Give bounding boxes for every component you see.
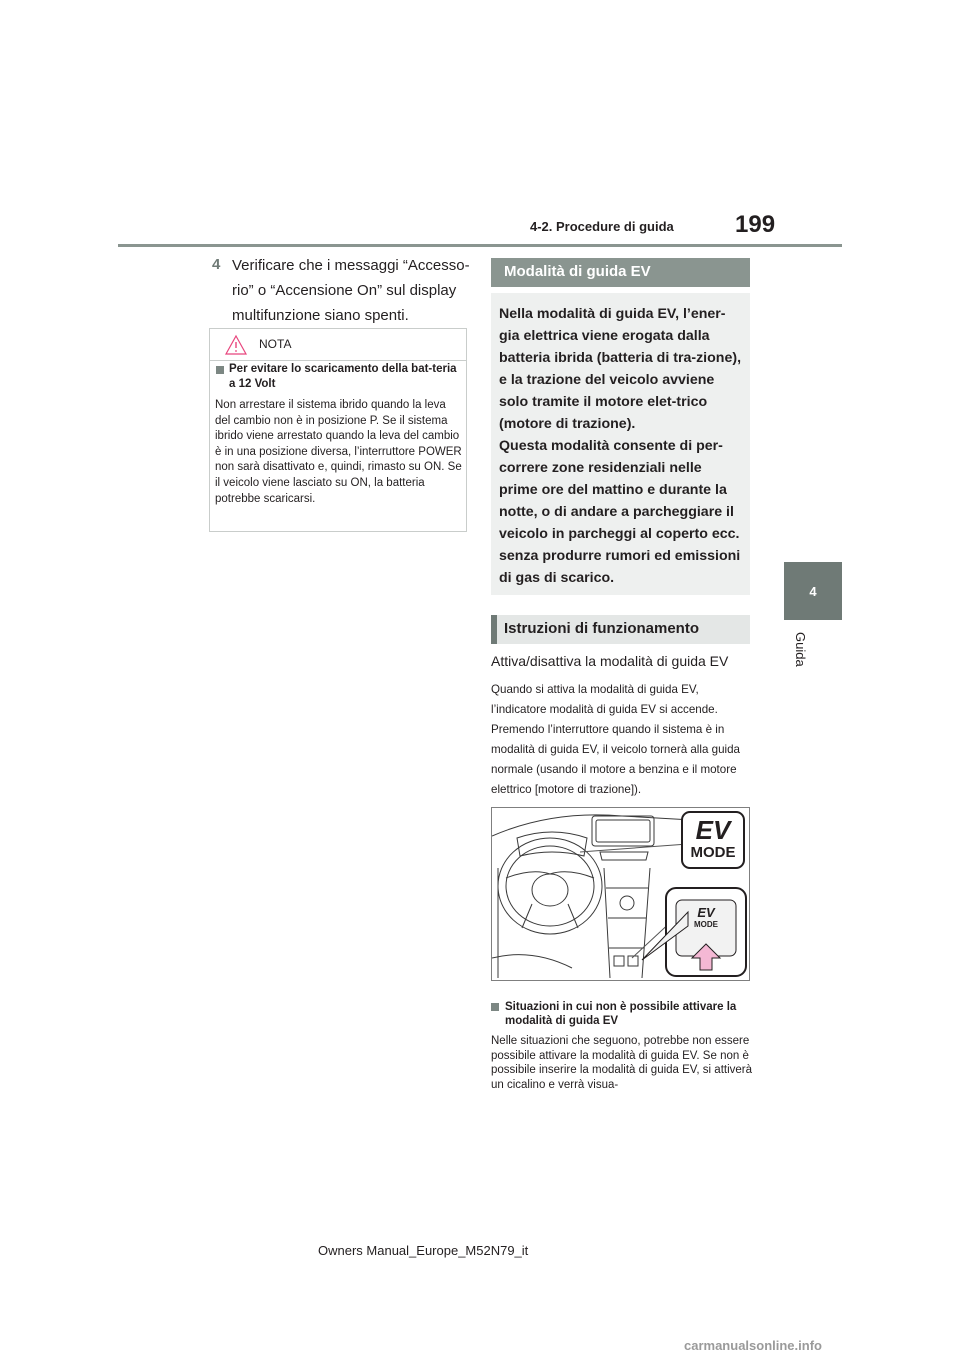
section-heading-ev-mode <box>491 258 750 287</box>
dashboard-illustration <box>491 807 750 981</box>
intro-paragraph-1: Nella modalità di guida EV, l’ener-gia elettrica viene erogata dalla batteria ibrida (batteria di tra-zione), e la trazione del veicolo avviene solo tramite il motore elet-trico (motore di trazione). <box>499 306 742 432</box>
situations-bullet-square <box>491 1003 499 1011</box>
intro-text <box>499 303 744 589</box>
section-heading-instructions <box>491 615 750 644</box>
intro-paragraph-2: Questa modalità consente di per-correre zone residenziali nelle prime ore del mattino e durante la notte, o di andare a parcheggiare il veicolo in parcheggi al coperto ecc. senza produrre rumori ed emissioni di gas di scarico. <box>499 438 741 586</box>
section-heading-instructions-text: Istruzioni di funzionamento <box>504 620 699 637</box>
page-number: 199 <box>735 211 776 238</box>
situations-subheading: Situazioni in cui non è possibile attivare la modalità di guida EV <box>505 1001 737 1027</box>
ev-switch-label-bottom: MODE <box>694 920 718 929</box>
watermark: carmanualsonline.info <box>684 1338 822 1353</box>
note-subheading: Per evitare lo scaricamento della bat-teria a 12 Volt <box>229 363 457 390</box>
section-heading-ev-mode-text: Modalità di guida EV <box>504 263 651 280</box>
header-rule <box>118 244 842 247</box>
footer-manual-id: Owners Manual_Europe_M52N79_it <box>318 1243 529 1258</box>
note-body: Non arrestare il sistema ibrido quando la leva del cambio non è in posizione P. Se il sistema ibrido viene arrestato quando la leva del cambio è in una posizione diversa, l’interruttore POWER non sarà disattivato e, quindi, rimasto su ON. Se il veicolo viene lasciato su ON, la batteria potrebbe scaricarsi. <box>215 399 462 505</box>
step-text: Verificare che i messaggi “Accesso-rio” o “Accensione On” sul display multifunzione siano spenti. <box>232 257 470 324</box>
step-number: 4 <box>212 256 221 273</box>
section-heading-accent-bar <box>491 615 497 644</box>
chapter-tab-number: 4 <box>809 583 817 599</box>
chapter-tab-label: Guida <box>793 632 808 667</box>
warning-triangle-icon <box>224 334 248 356</box>
chapter-tab <box>784 562 842 620</box>
operation-title: Attiva/disattiva la modalità di guida EV <box>491 653 729 669</box>
ev-indicator-label-bottom: MODE <box>690 844 736 861</box>
running-header-section: 4-2. Procedure di guida <box>530 219 674 234</box>
ev-switch-label-top: EV <box>697 905 715 920</box>
situations-body: Nelle situazioni che seguono, potrebbe non essere possibile attivare la modalità di guida EV. Se non è possibile inserire la modalità di guida EV, si attiverà un cicalino e verrà visua- <box>491 1035 753 1091</box>
note-title: NOTA <box>259 337 292 351</box>
note-bullet-square <box>216 366 224 374</box>
ev-indicator-label-top: EV <box>695 815 731 845</box>
operation-body: Quando si attiva la modalità di guida EV, l’indicatore modalità di guida EV si accende. Premendo l’interruttore quando il sistema è in modalità di guida EV, il veicolo tornerà alla guida normale (usando il motore a benzina e il motore elettrico [motore di trazione]). <box>491 683 740 796</box>
